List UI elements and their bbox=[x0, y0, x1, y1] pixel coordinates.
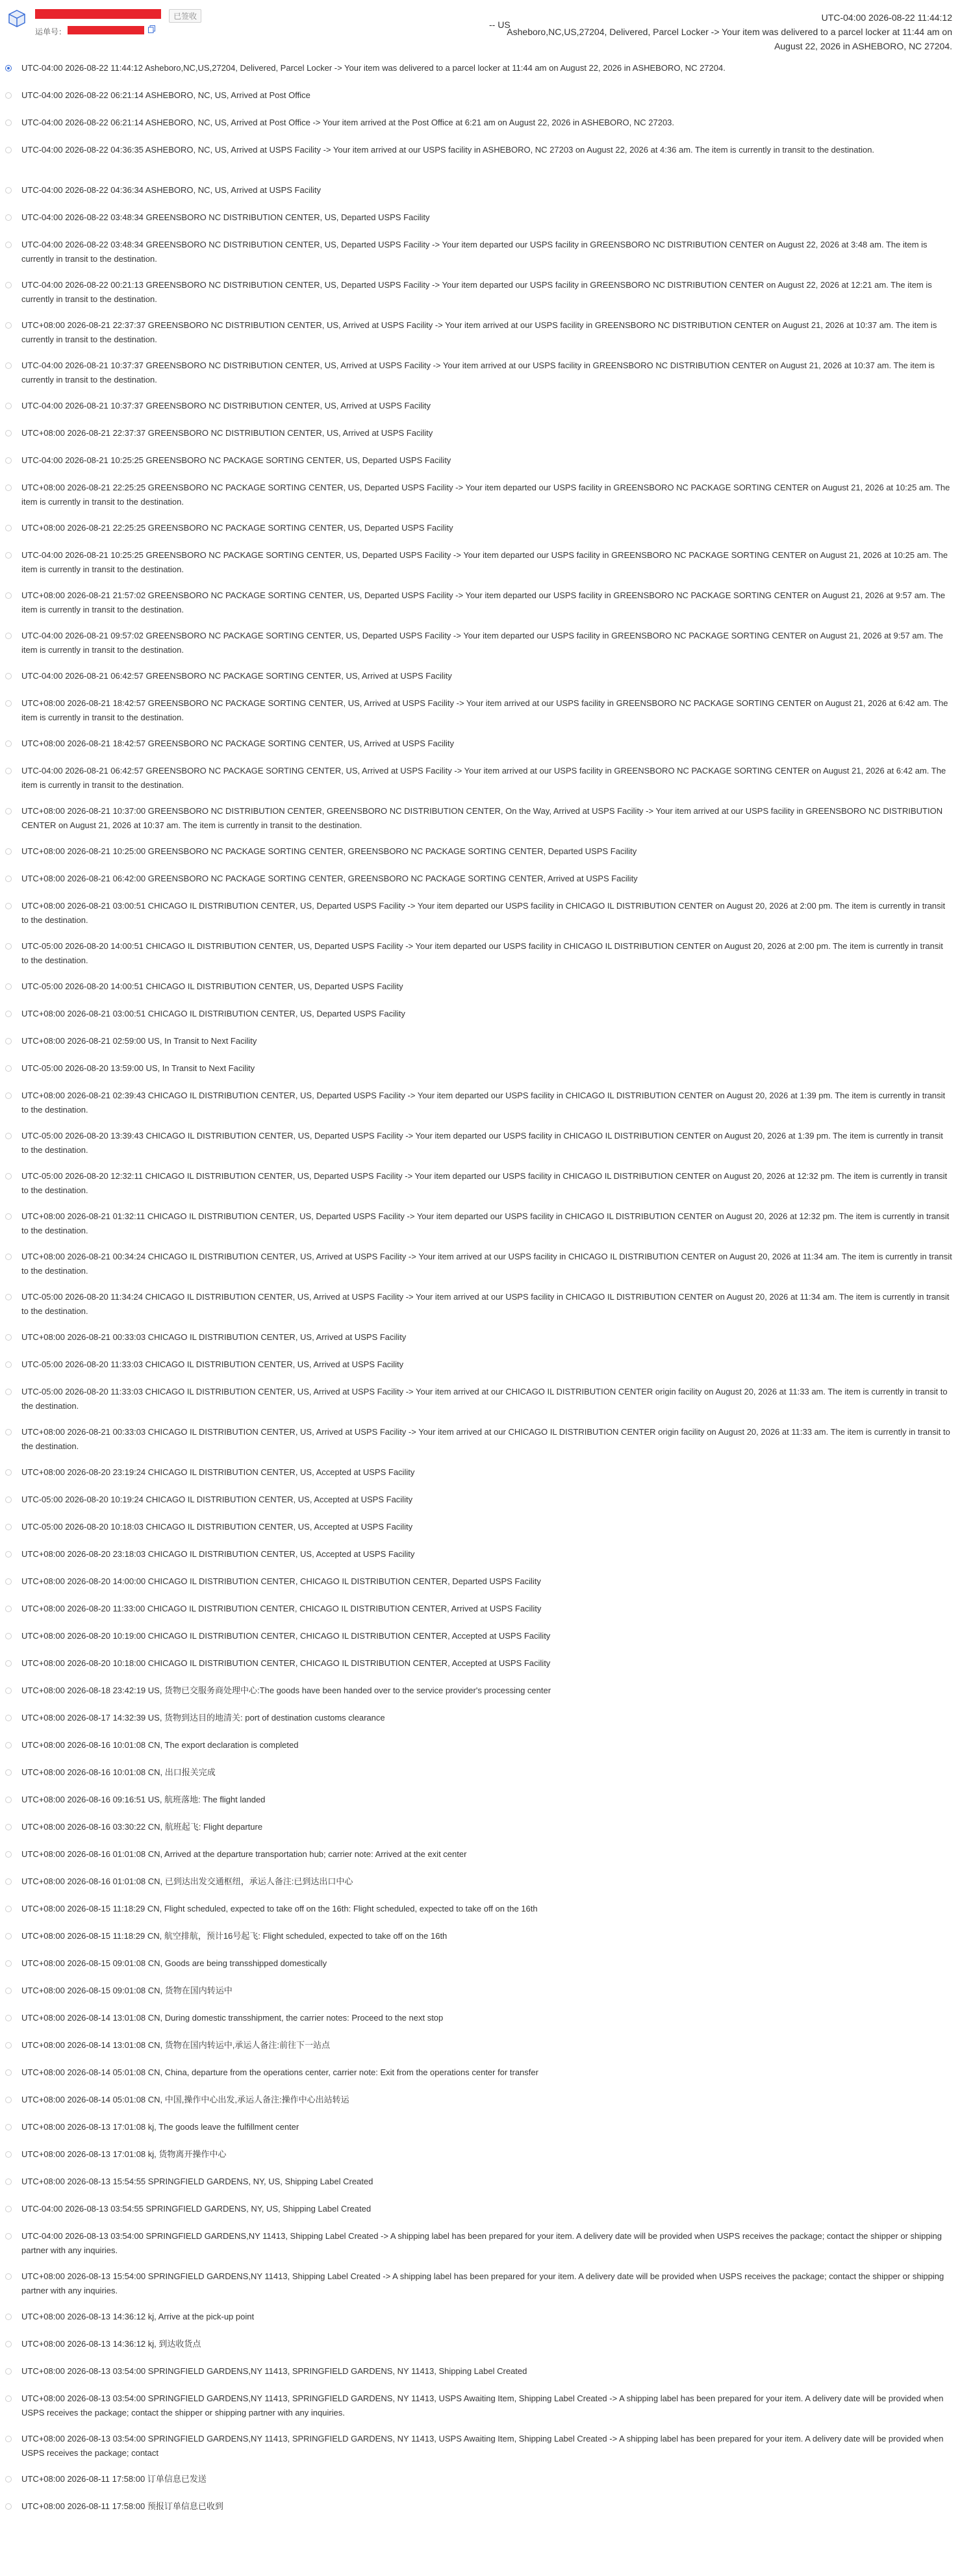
event-text: UTC+08:00 2026-08-21 06:42:00 GREENSBORO NC PACKAGE SORTING CENTER, GREENSBORO NC PACKAGE SORTING CENTER, Arrived at USPS Facility bbox=[21, 874, 638, 883]
event-text: UTC+08:00 2026-08-16 01:01:08 CN, 已到达出发交通枢纽，承运人备注:已到达出口中心 bbox=[21, 1876, 353, 1886]
timeline-dot-icon bbox=[5, 552, 12, 559]
event-text: UTC-04:00 2026-08-13 03:54:55 SPRINGFIELD GARDENS, NY, US, Shipping Label Created bbox=[21, 2204, 372, 2214]
timeline-event bbox=[0, 1629, 960, 1656]
event-text: UTC+08:00 2026-08-20 11:33:00 CHICAGO IL DISTRIBUTION CENTER, CHICAGO IL DISTRIBUTION CENTER, Arrived at USPS Facility bbox=[21, 1604, 542, 1613]
timeline-event bbox=[0, 1425, 960, 1465]
timeline-event bbox=[0, 1656, 960, 1684]
event-text: UTC+08:00 2026-08-20 23:18:03 CHICAGO IL DISTRIBUTION CENTER, US, Accepted at USPS Facility bbox=[21, 1549, 415, 1559]
timeline-event bbox=[0, 1385, 960, 1425]
event-text: UTC-04:00 2026-08-21 10:37:37 GREENSBORO NC DISTRIBUTION CENTER, US, Arrived at USPS Facility -> Your item arrived at our USPS facility in GREENSBORO NC DISTRIBUTION CENTER on August 21, 2026 at 10:37 am. The item is currently in transit to the destination. bbox=[21, 360, 935, 385]
event-text: UTC+08:00 2026-08-11 17:58:00 预报订单信息已收到 bbox=[21, 2501, 223, 2511]
timeline-dot-icon bbox=[5, 1851, 12, 1858]
event-text: UTC-05:00 2026-08-20 13:39:43 CHICAGO IL DISTRIBUTION CENTER, US, Departed USPS Facility -> Your item departed our USPS facility in CHICAGO IL DISTRIBUTION CENTER on August 20, 2026 at 1:39 pm. The item is currently in transit to the destination. bbox=[21, 1131, 943, 1155]
timeline-dot-icon bbox=[5, 457, 12, 464]
waybill-label: 运单号： bbox=[35, 27, 67, 36]
event-text: UTC-04:00 2026-08-21 10:37:37 GREENSBORO NC DISTRIBUTION CENTER, US, Arrived at USPS Facility bbox=[21, 401, 431, 410]
event-text: UTC-05:00 2026-08-20 11:33:03 CHICAGO IL DISTRIBUTION CENTER, US, Arrived at USPS Facility -> Your item arrived at our CHICAGO IL DISTRIBUTION CENTER origin facility on August 20, 2026 at 11:33 am. The item is currently in transit to the destination. bbox=[21, 1387, 948, 1411]
timeline-event bbox=[0, 899, 960, 939]
timeline-event bbox=[0, 2120, 960, 2147]
timeline-event bbox=[0, 1330, 960, 1357]
timeline-dot-icon bbox=[5, 2124, 12, 2130]
timeline-event bbox=[0, 764, 960, 804]
timeline-dot-icon bbox=[5, 2069, 12, 2076]
timeline-dot-icon bbox=[5, 1769, 12, 1776]
timeline-dot-icon bbox=[5, 1578, 12, 1585]
timeline-event bbox=[0, 1209, 960, 1250]
event-text: UTC+08:00 2026-08-18 23:42:19 US, 货物已交服务商处理中心:The goods have been handed over to the service provider's processing center bbox=[21, 1686, 551, 1695]
timeline-event bbox=[0, 1357, 960, 1385]
event-text: UTC+08:00 2026-08-21 21:57:02 GREENSBORO NC PACKAGE SORTING CENTER, US, Departed USPS Facility -> Your item departed our USPS facility in GREENSBORO NC PACKAGE SORTING CENTER on August 21, 2026 at 9:57 am. The item is currently in transit to the destination. bbox=[21, 590, 946, 614]
event-text: UTC+08:00 2026-08-21 03:00:51 CHICAGO IL DISTRIBUTION CENTER, US, Departed USPS Facility -> Your item departed our USPS facility in CHICAGO IL DISTRIBUTION CENTER on August 20, 2026 at 2:00 pm. The item is currently in transit to the destination. bbox=[21, 901, 946, 925]
timeline-event bbox=[0, 2472, 960, 2499]
timeline-dot-icon bbox=[5, 1906, 12, 1912]
event-text: UTC+08:00 2026-08-21 22:37:37 GREENSBORO NC DISTRIBUTION CENTER, US, Arrived at USPS Facility -> Your item arrived at our USPS facility in GREENSBORO NC DISTRIBUTION CENTER on August 21, 2026 at 10:37 am. The item is currently in transit to the destination. bbox=[21, 320, 937, 344]
timeline-dot-icon bbox=[5, 187, 12, 194]
timeline-dot-icon bbox=[5, 1038, 12, 1044]
event-text: UTC-05:00 2026-08-20 12:32:11 CHICAGO IL DISTRIBUTION CENTER, US, Departed USPS Facility -> Your item departed our USPS facility in CHICAGO IL DISTRIBUTION CENTER on August 20, 2026 at 12:32 pm. The item is currently in transit to the destination. bbox=[21, 1171, 948, 1195]
timeline-dot-icon bbox=[5, 322, 12, 329]
timeline-event bbox=[0, 1602, 960, 1629]
event-text: UTC+08:00 2026-08-15 09:01:08 CN, 货物在国内转运中 bbox=[21, 1986, 233, 1995]
event-text: UTC-05:00 2026-08-20 10:19:24 CHICAGO IL DISTRIBUTION CENTER, US, Accepted at USPS Facility bbox=[21, 1495, 413, 1504]
timeline-dot-icon bbox=[5, 1361, 12, 1368]
timeline-dot-icon bbox=[5, 876, 12, 882]
event-text: UTC+08:00 2026-08-13 15:54:00 SPRINGFIELD GARDENS,NY 11413, Shipping Label Created -> A shipping label has been prepared for your item. A delivery date will be provided when USPS receives the package; contact the shipper or shipping partner with any inquiries. bbox=[21, 2271, 944, 2295]
event-text: UTC-05:00 2026-08-20 13:59:00 US, In Transit to Next Facility bbox=[21, 1063, 255, 1073]
timeline-dot-icon bbox=[5, 673, 12, 679]
timeline-event bbox=[0, 1465, 960, 1493]
event-text: UTC-04:00 2026-08-22 03:48:34 GREENSBORO NC DISTRIBUTION CENTER, US, Departed USPS Facility -> Your item departed our USPS facility in GREENSBORO NC DISTRIBUTION CENTER on August 22, 2026 at 3:48 am. The item is currently in transit to the destination. bbox=[21, 240, 928, 264]
timeline-dot-icon bbox=[5, 1687, 12, 1694]
timeline-event bbox=[0, 2499, 960, 2527]
timeline-dot-active-icon bbox=[5, 65, 12, 71]
timeline-dot-icon bbox=[5, 2042, 12, 2049]
timeline-event bbox=[0, 238, 960, 278]
event-text: UTC-05:00 2026-08-20 14:00:51 CHICAGO IL DISTRIBUTION CENTER, US, Departed USPS Facility bbox=[21, 981, 403, 991]
timeline-dot-icon bbox=[5, 1660, 12, 1667]
timeline-event bbox=[0, 844, 960, 872]
timeline-dot-icon bbox=[5, 1988, 12, 1994]
timeline-dot-icon bbox=[5, 1606, 12, 1612]
timeline-dot-icon bbox=[5, 1960, 12, 1967]
event-text: UTC-04:00 2026-08-21 09:57:02 GREENSBORO NC PACKAGE SORTING CENTER, US, Departed USPS Facility -> Your item departed our USPS facility in GREENSBORO NC PACKAGE SORTING CENTER on August 21, 2026 at 9:57 am. The item is currently in transit to the destination. bbox=[21, 631, 943, 655]
event-text: UTC-05:00 2026-08-20 14:00:51 CHICAGO IL DISTRIBUTION CENTER, US, Departed USPS Facility -> Your item departed our USPS facility in CHICAGO IL DISTRIBUTION CENTER on August 20, 2026 at 2:00 pm. The item is currently in transit to the destination. bbox=[21, 941, 943, 965]
event-text: UTC+08:00 2026-08-21 22:37:37 GREENSBORO NC DISTRIBUTION CENTER, US, Arrived at USPS Facility bbox=[21, 428, 433, 438]
event-text: UTC+08:00 2026-08-14 13:01:08 CN, During domestic transshipment, the carrier notes: Proceed to the next stop bbox=[21, 2013, 444, 2023]
timeline-event bbox=[0, 2011, 960, 2038]
timeline-event bbox=[0, 521, 960, 548]
timeline-dot-icon bbox=[5, 2015, 12, 2021]
timeline-event bbox=[0, 359, 960, 399]
event-text: UTC+08:00 2026-08-21 00:33:03 CHICAGO IL DISTRIBUTION CENTER, US, Arrived at USPS Facility -> Your item arrived at our CHICAGO IL DISTRIBUTION CENTER origin facility on August 20, 2026 at 11:33 am. The item is currently in transit to the destination. bbox=[21, 1427, 950, 1451]
event-text: UTC+08:00 2026-08-11 17:58:00 订单信息已发送 bbox=[21, 2474, 207, 2484]
timeline-event bbox=[0, 872, 960, 899]
timeline-event bbox=[0, 2093, 960, 2120]
timeline-dot-icon bbox=[5, 2368, 12, 2375]
timeline-dot-icon bbox=[5, 848, 12, 855]
timeline-dot-icon bbox=[5, 740, 12, 747]
timeline-event bbox=[0, 88, 960, 116]
timeline-dot-icon bbox=[5, 1092, 12, 1099]
event-text: UTC+08:00 2026-08-21 00:33:03 CHICAGO IL DISTRIBUTION CENTER, US, Arrived at USPS Facility bbox=[21, 1332, 407, 1342]
timeline-event bbox=[0, 1129, 960, 1169]
event-text: UTC+08:00 2026-08-21 02:39:43 CHICAGO IL DISTRIBUTION CENTER, US, Departed USPS Facility -> Your item departed our USPS facility in CHICAGO IL DISTRIBUTION CENTER on August 20, 2026 at 1:39 pm. The item is currently in transit to the destination. bbox=[21, 1091, 946, 1115]
timeline-dot-icon bbox=[5, 1933, 12, 1939]
timeline-event bbox=[0, 629, 960, 669]
timeline-event bbox=[0, 143, 960, 183]
event-text: UTC-04:00 2026-08-22 06:21:14 ASHEBORO, NC, US, Arrived at Post Office -> Your item arrived at the Post Office at 6:21 am on August 22, 2026 in ASHEBORO, NC 27203. bbox=[21, 118, 675, 127]
timeline-event bbox=[0, 1984, 960, 2011]
timeline-dot-icon bbox=[5, 2395, 12, 2402]
event-text: UTC+08:00 2026-08-14 05:01:08 CN, China, departure from the operations center, carrier note: Exit from the operations center for transfer bbox=[21, 2067, 538, 2077]
event-text: UTC+08:00 2026-08-21 22:25:25 GREENSBORO NC PACKAGE SORTING CENTER, US, Departed USPS Facility bbox=[21, 523, 453, 533]
event-text: UTC-04:00 2026-08-21 10:25:25 GREENSBORO NC PACKAGE SORTING CENTER, US, Departed USPS Facility -> Your item departed our USPS facility in GREENSBORO NC PACKAGE SORTING CENTER on August 21, 2026 at 10:25 am. The item is currently in transit to the destination. bbox=[21, 550, 948, 574]
timeline-event bbox=[0, 1875, 960, 1902]
timeline-dot-icon bbox=[5, 592, 12, 599]
event-text: UTC+08:00 2026-08-20 10:18:00 CHICAGO IL DISTRIBUTION CENTER, CHICAGO IL DISTRIBUTION CENTER, Accepted at USPS Facility bbox=[21, 1658, 551, 1668]
timeline-dot-icon bbox=[5, 525, 12, 531]
timeline-event bbox=[0, 1290, 960, 1330]
event-text: UTC-04:00 2026-08-21 06:42:57 GREENSBORO NC PACKAGE SORTING CENTER, US, Arrived at USPS Facility bbox=[21, 671, 452, 681]
timeline-dot-icon bbox=[5, 1429, 12, 1435]
timeline-dot-icon bbox=[5, 1742, 12, 1749]
timeline-event bbox=[0, 1061, 960, 1089]
timeline-event bbox=[0, 1520, 960, 1547]
timeline-event bbox=[0, 1574, 960, 1602]
event-text: UTC-05:00 2026-08-20 11:33:03 CHICAGO IL DISTRIBUTION CENTER, US, Arrived at USPS Facility bbox=[21, 1359, 404, 1369]
timeline-event bbox=[0, 183, 960, 210]
timeline-dot-icon bbox=[5, 282, 12, 288]
timeline-event bbox=[0, 588, 960, 629]
timeline-dot-icon bbox=[5, 633, 12, 639]
timeline-dot-icon bbox=[5, 2097, 12, 2103]
timeline-event bbox=[0, 116, 960, 143]
event-text: UTC+08:00 2026-08-21 03:00:51 CHICAGO IL DISTRIBUTION CENTER, US, Departed USPS Facility bbox=[21, 1009, 405, 1018]
timeline-dot-icon bbox=[5, 1878, 12, 1885]
timeline-event bbox=[0, 2202, 960, 2229]
timeline-dot-icon bbox=[5, 903, 12, 909]
event-text: UTC+08:00 2026-08-20 10:19:00 CHICAGO IL DISTRIBUTION CENTER, CHICAGO IL DISTRIBUTION CENTER, Accepted at USPS Facility bbox=[21, 1631, 551, 1641]
timeline-event bbox=[0, 1089, 960, 1129]
timeline-dot-icon bbox=[5, 1294, 12, 1300]
timeline-dot-icon bbox=[5, 1065, 12, 1072]
timeline-dot-icon bbox=[5, 1389, 12, 1395]
event-text: UTC+08:00 2026-08-21 10:37:00 GREENSBORO NC DISTRIBUTION CENTER, GREENSBORO NC DISTRIBUTION CENTER, On the Way, Arrived at USPS Facility -> Your item arrived at our USPS facility in GREENSBORO NC DISTRIBUTION CENTER on August 21, 2026 at 10:37 am. The item is currently in transit to the destination. bbox=[21, 806, 943, 830]
event-text: UTC+08:00 2026-08-16 01:01:08 CN, Arrived at the departure transportation hub; carrier note: Arrived at the exit center bbox=[21, 1849, 467, 1859]
timeline-dot-icon bbox=[5, 362, 12, 369]
event-text: UTC+08:00 2026-08-16 10:01:08 CN, 出口报关完成 bbox=[21, 1767, 216, 1777]
status-badge: 已签收 bbox=[169, 9, 201, 23]
event-text: UTC+08:00 2026-08-21 18:42:57 GREENSBORO NC PACKAGE SORTING CENTER, US, Arrived at USPS Facility -> Your item arrived at our USPS facility in GREENSBORO NC PACKAGE SORTING CENTER on August 21, 2026 at 6:42 am. The item is currently in transit to the destination. bbox=[21, 698, 948, 722]
timeline-event bbox=[0, 2147, 960, 2175]
event-text: UTC+08:00 2026-08-15 09:01:08 CN, Goods are being transshipped domestically bbox=[21, 1958, 327, 1968]
timeline-dot-icon bbox=[5, 1133, 12, 1139]
timeline-dot-icon bbox=[5, 1797, 12, 1803]
event-text: UTC+08:00 2026-08-13 14:36:12 kj, 到达收货点 bbox=[21, 2339, 201, 2349]
event-text: UTC+08:00 2026-08-15 11:18:29 CN, Flight scheduled, expected to take off on the 16th: Flight scheduled, expected to take off on the 16th bbox=[21, 1904, 538, 1913]
timeline-event bbox=[0, 210, 960, 238]
event-text: UTC+08:00 2026-08-13 15:54:55 SPRINGFIELD GARDENS, NY, US, Shipping Label Created bbox=[21, 2177, 373, 2186]
event-text: UTC-04:00 2026-08-21 10:25:25 GREENSBORO NC PACKAGE SORTING CENTER, US, Departed USPS Facility bbox=[21, 455, 451, 465]
timeline-dot-icon bbox=[5, 2233, 12, 2240]
timeline-event bbox=[0, 1738, 960, 1765]
timeline-event bbox=[0, 1250, 960, 1290]
timeline-dot-icon bbox=[5, 943, 12, 950]
event-text: UTC+08:00 2026-08-21 01:32:11 CHICAGO IL DISTRIBUTION CENTER, US, Departed USPS Facility -> Your item departed our USPS facility in CHICAGO IL DISTRIBUTION CENTER on August 20, 2026 at 12:32 pm. The item is currently in transit to the destination. bbox=[21, 1211, 950, 1235]
timeline-event bbox=[0, 804, 960, 844]
timeline-event bbox=[0, 453, 960, 481]
timeline-dot-icon bbox=[5, 1524, 12, 1530]
event-text: UTC+08:00 2026-08-13 03:54:00 SPRINGFIELD GARDENS,NY 11413, SPRINGFIELD GARDENS, NY 11413, Shipping Label Created bbox=[21, 2366, 527, 2376]
timeline-event bbox=[0, 979, 960, 1007]
tracking-timeline bbox=[0, 61, 960, 2527]
timeline-dot-icon bbox=[5, 120, 12, 126]
timeline-event bbox=[0, 1169, 960, 1209]
timeline-dot-icon bbox=[5, 2273, 12, 2280]
event-text: UTC+08:00 2026-08-17 14:32:39 US, 货物到达目的地清关: port of destination customs clearance bbox=[21, 1713, 385, 1723]
timeline-dot-icon bbox=[5, 2436, 12, 2442]
timeline-event bbox=[0, 1902, 960, 1929]
event-text: UTC-04:00 2026-08-21 06:42:57 GREENSBORO NC PACKAGE SORTING CENTER, US, Arrived at USPS Facility -> Your item arrived at our USPS facility in GREENSBORO NC PACKAGE SORTING CENTER on August 21, 2026 at 6:42 am. The item is currently in transit to the destination. bbox=[21, 766, 946, 790]
timeline-dot-icon bbox=[5, 242, 12, 248]
timeline-event bbox=[0, 696, 960, 737]
event-text: UTC-05:00 2026-08-20 10:18:03 CHICAGO IL DISTRIBUTION CENTER, US, Accepted at USPS Facility bbox=[21, 1522, 413, 1532]
timeline-dot-icon bbox=[5, 1469, 12, 1476]
timeline-dot-icon bbox=[5, 1715, 12, 1721]
timeline-event bbox=[0, 399, 960, 426]
timeline-event bbox=[0, 2310, 960, 2337]
event-text: UTC+08:00 2026-08-16 10:01:08 CN, The export declaration is completed bbox=[21, 1740, 299, 1750]
timeline-dot-icon bbox=[5, 1173, 12, 1180]
timeline-dot-icon bbox=[5, 147, 12, 153]
timeline-event bbox=[0, 426, 960, 453]
timeline-event bbox=[0, 2038, 960, 2065]
timeline-dot-icon bbox=[5, 983, 12, 990]
event-text: UTC+08:00 2026-08-14 13:01:08 CN, 货物在国内转运中,承运人备注:前往下一站点 bbox=[21, 2040, 331, 2050]
event-text: UTC+08:00 2026-08-21 02:59:00 US, In Transit to Next Facility bbox=[21, 1036, 257, 1046]
timeline-event bbox=[0, 1793, 960, 1820]
timeline-event bbox=[0, 1547, 960, 1574]
timeline-event bbox=[0, 1847, 960, 1875]
redacted-waybill-number bbox=[68, 26, 144, 34]
timeline-event bbox=[0, 737, 960, 764]
timeline-dot-icon bbox=[5, 2151, 12, 2158]
timeline-dot-icon bbox=[5, 1496, 12, 1503]
event-text: UTC+08:00 2026-08-21 00:34:24 CHICAGO IL DISTRIBUTION CENTER, US, Arrived at USPS Facility -> Your item arrived at our USPS facility in CHICAGO IL DISTRIBUTION CENTER on August 20, 2026 at 11:34 am. The item is currently in transit to the destination. bbox=[21, 1252, 952, 1276]
event-text: UTC+08:00 2026-08-16 09:16:51 US, 航班落地: The flight landed bbox=[21, 1795, 266, 1804]
package-logo-icon bbox=[8, 9, 26, 27]
timeline-event bbox=[0, 1956, 960, 1984]
timeline-event bbox=[0, 1007, 960, 1034]
timeline-event bbox=[0, 2392, 960, 2432]
redacted-recipient bbox=[35, 9, 161, 19]
event-text: UTC+08:00 2026-08-20 23:19:24 CHICAGO IL DISTRIBUTION CENTER, US, Accepted at USPS Facility bbox=[21, 1467, 415, 1477]
timeline-dot-icon bbox=[5, 700, 12, 707]
timeline-event bbox=[0, 1034, 960, 1061]
latest-status bbox=[498, 10, 952, 53]
event-text: UTC-04:00 2026-08-22 04:36:34 ASHEBORO, NC, US, Arrived at USPS Facility bbox=[21, 185, 321, 195]
timeline-dot-icon bbox=[5, 768, 12, 774]
event-text: UTC+08:00 2026-08-16 03:30:22 CN, 航班起飞: Flight departure bbox=[21, 1822, 263, 1832]
timeline-dot-icon bbox=[5, 214, 12, 221]
event-text: UTC+08:00 2026-08-14 05:01:08 CN, 中国,操作中心出发,承运人备注:操作中心出站转运 bbox=[21, 2095, 349, 2104]
timeline-dot-icon bbox=[5, 1334, 12, 1341]
event-text: UTC-04:00 2026-08-22 03:48:34 GREENSBORO NC DISTRIBUTION CENTER, US, Departed USPS Facility bbox=[21, 212, 430, 222]
timeline-dot-icon bbox=[5, 2314, 12, 2320]
event-text: UTC+08:00 2026-08-13 17:01:08 kj, 货物离开操作中心 bbox=[21, 2149, 227, 2159]
timeline-dot-icon bbox=[5, 2503, 12, 2510]
timeline-dot-icon bbox=[5, 430, 12, 436]
timeline-dot-icon bbox=[5, 1551, 12, 1558]
latest-detail: Asheboro,NC,US,27204, Delivered, Parcel Locker -> Your item was delivered to a parcel locker at 11:44 am on August 22, 2026 in ASHEBORO, NC 27204. bbox=[507, 27, 952, 51]
timeline-dot-icon bbox=[5, 2476, 12, 2482]
timeline-dot-icon bbox=[5, 1254, 12, 1260]
event-text: UTC+08:00 2026-08-13 14:36:12 kj, Arrive at the pick-up point bbox=[21, 2312, 255, 2321]
timeline-event bbox=[0, 2337, 960, 2364]
timeline-event bbox=[0, 2175, 960, 2202]
event-text: UTC+08:00 2026-08-13 03:54:00 SPRINGFIELD GARDENS,NY 11413, SPRINGFIELD GARDENS, NY 11413, USPS Awaiting Item, Shipping Label Created -> A shipping label has been prepared for your item. A delivery date will be provided when USPS receives the package; contact bbox=[21, 2434, 944, 2458]
timeline-dot-icon bbox=[5, 2206, 12, 2212]
timeline-dot-icon bbox=[5, 1824, 12, 1830]
timeline-dot-icon bbox=[5, 92, 12, 99]
timeline-event bbox=[0, 61, 960, 88]
timeline-dot-icon bbox=[5, 485, 12, 491]
event-text: UTC-04:00 2026-08-13 03:54:00 SPRINGFIELD GARDENS,NY 11413, Shipping Label Created -> A shipping label has been prepared for your item. A delivery date will be provided when USPS receives the package; contact the shipper or shipping partner with any inquiries. bbox=[21, 2231, 942, 2255]
timeline-event bbox=[0, 1765, 960, 1793]
tracking-header bbox=[0, 0, 960, 56]
event-text: UTC-04:00 2026-08-22 04:36:35 ASHEBORO, NC, US, Arrived at USPS Facility -> Your item arrived at our USPS facility in ASHEBORO, NC 27203 on August 22, 2026 at 4:36 am. The item is currently in transit to the destination. bbox=[21, 145, 875, 155]
timeline-dot-icon bbox=[5, 1011, 12, 1017]
timeline-event bbox=[0, 1711, 960, 1738]
latest-location: -- US bbox=[489, 19, 511, 30]
timeline-event bbox=[0, 2065, 960, 2093]
copy-icon[interactable] bbox=[148, 25, 155, 33]
event-text: UTC+08:00 2026-08-21 22:25:25 GREENSBORO NC PACKAGE SORTING CENTER, US, Departed USPS Facility -> Your item departed our USPS facility in GREENSBORO NC PACKAGE SORTING CENTER on August 21, 2026 at 10:25 am. The item is currently in transit to the destination. bbox=[21, 483, 950, 507]
timeline-event bbox=[0, 669, 960, 696]
timeline-dot-icon bbox=[5, 403, 12, 409]
timeline-event bbox=[0, 318, 960, 359]
event-text: UTC-04:00 2026-08-22 06:21:14 ASHEBORO, NC, US, Arrived at Post Office bbox=[21, 90, 310, 100]
timeline-event bbox=[0, 548, 960, 588]
timeline-event bbox=[0, 1820, 960, 1847]
event-text: UTC+08:00 2026-08-21 10:25:00 GREENSBORO NC PACKAGE SORTING CENTER, GREENSBORO NC PACKAGE SORTING CENTER, Departed USPS Facility bbox=[21, 846, 637, 856]
timeline-event bbox=[0, 278, 960, 318]
event-text: UTC+08:00 2026-08-20 14:00:00 CHICAGO IL DISTRIBUTION CENTER, CHICAGO IL DISTRIBUTION CENTER, Departed USPS Facility bbox=[21, 1576, 541, 1586]
timeline-dot-icon bbox=[5, 1213, 12, 1220]
timeline-event bbox=[0, 1929, 960, 1956]
timeline-event bbox=[0, 1684, 960, 1711]
timeline-event bbox=[0, 2229, 960, 2269]
timeline-event bbox=[0, 939, 960, 979]
timeline-dot-icon bbox=[5, 1633, 12, 1639]
event-text: UTC-04:00 2026-08-22 00:21:13 GREENSBORO NC DISTRIBUTION CENTER, US, Departed USPS Facility -> Your item departed our USPS facility in GREENSBORO NC DISTRIBUTION CENTER on August 22, 2026 at 12:21 am. The item is currently in transit to the destination. bbox=[21, 280, 932, 304]
event-text: UTC+08:00 2026-08-13 17:01:08 kj, The goods leave the fulfillment center bbox=[21, 2122, 299, 2132]
latest-time: UTC-04:00 2026-08-22 11:44:12 bbox=[821, 12, 952, 23]
event-text: UTC-05:00 2026-08-20 11:34:24 CHICAGO IL DISTRIBUTION CENTER, US, Arrived at USPS Facility -> Your item arrived at our USPS facility in CHICAGO IL DISTRIBUTION CENTER on August 20, 2026 at 11:34 am. The item is currently in transit to the destination. bbox=[21, 1292, 950, 1316]
timeline-event bbox=[0, 1493, 960, 1520]
timeline-dot-icon bbox=[5, 2341, 12, 2347]
timeline-event bbox=[0, 2432, 960, 2472]
timeline-dot-icon bbox=[5, 2178, 12, 2185]
timeline-event bbox=[0, 2269, 960, 2310]
event-text: UTC+08:00 2026-08-13 03:54:00 SPRINGFIELD GARDENS,NY 11413, SPRINGFIELD GARDENS, NY 11413, USPS Awaiting Item, Shipping Label Created -> A shipping label has been prepared for your item. A delivery date will be provided when USPS receives the package; contact the shipper or shipping partner with any inquiries. bbox=[21, 2393, 944, 2418]
event-text: UTC+08:00 2026-08-21 18:42:57 GREENSBORO NC PACKAGE SORTING CENTER, US, Arrived at USPS Facility bbox=[21, 739, 455, 748]
timeline-event bbox=[0, 2364, 960, 2392]
timeline-dot-icon bbox=[5, 808, 12, 814]
timeline-event bbox=[0, 481, 960, 521]
event-text: UTC+08:00 2026-08-15 11:18:29 CN, 航空排航，预计16号起飞: Flight scheduled, expected to take off on the 16th bbox=[21, 1931, 448, 1941]
event-text: UTC-04:00 2026-08-22 11:44:12 Asheboro,NC,US,27204, Delivered, Parcel Locker -> Your item was delivered to a parcel locker at 11:44 am on August 22, 2026 in ASHEBORO, NC 27204. bbox=[21, 63, 726, 73]
